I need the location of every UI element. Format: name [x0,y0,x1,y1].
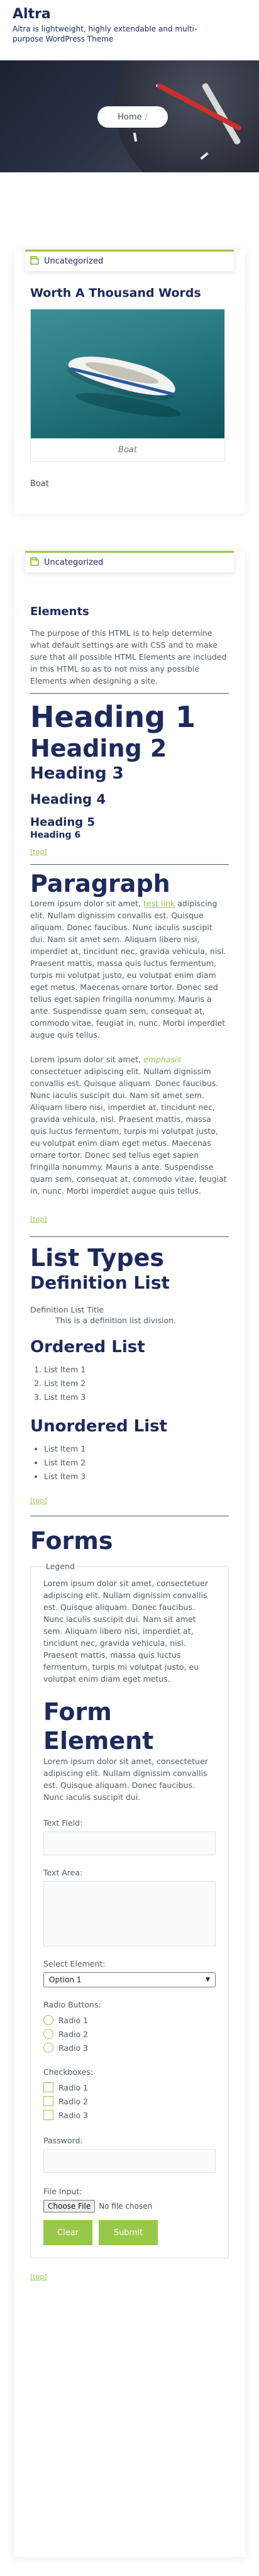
checkbox[interactable] [43,2110,53,2120]
checkbox[interactable] [43,2082,53,2092]
ordered-list-heading: Ordered List [30,1338,145,1357]
post-excerpt: Boat [30,479,49,489]
radio-label: Radio 3 [58,2043,89,2053]
list-item: 1. List Item 1 [44,1363,229,1377]
post-card-worth-a-thousand-words [14,250,245,514]
checkbox-label: Radio 3 [58,2110,89,2120]
radio-option[interactable] [43,2027,216,2041]
top-link[interactable]: [top] [30,2273,47,2281]
submit-button[interactable]: Submit [99,2220,158,2245]
list-item: • List Item 1 [44,1442,229,1456]
form-element-heading: Form Element [43,1698,154,1755]
radio-label: Radio 1 [58,2015,89,2025]
paragraph-1-text-end: adipiscing elit. Nullam dignissim convallis est. Quisque aliquam. Donec faucibus. Nunc iaculis suscipit dui. Nam sit amet sem. Aliquam libero nisi, imperdiet at, tincidunt nec, gravida vehicula, nisl. Praesent mattis, massa quis luctus fermentum, turpis mi volutpat justo, eu volutpat enim diam eget metus. Maecenas ornare tortor. Donec sed tellus eget sapien fringilla nonummy. Mauris a ante. Suspendisse quam sem, consequat at, commodo vitae, feugiat in, nunc. Morbi imperdiet augue quis tellus. [30,899,226,1040]
paragraph-heading: Paragraph [30,870,170,897]
definition-list-heading: Definition List [30,1272,170,1293]
figure-caption: Boat [118,445,137,455]
select-element[interactable] [43,1972,216,1987]
heading-4: Heading 4 [30,792,106,807]
list-types-heading: List Types [30,1244,165,1272]
list-item: 2. List Item 2 [44,1377,229,1391]
form-actions [43,2220,216,2245]
list-item: • List Item 3 [44,1470,229,1484]
list-item: 3. List Item 3 [44,1391,229,1404]
checkbox-option[interactable] [43,2094,216,2108]
breadcrumb-home-link[interactable]: Home [118,112,142,122]
checkbox[interactable] [43,2096,53,2106]
paragraph-2-text-start: Lorem ipsum dolor sit amet, [30,1055,144,1064]
text-field-label: Text Field: [43,1818,83,1828]
checkbox-label: Radio 2 [58,2096,89,2106]
list-item: • List Item 2 [44,1456,229,1470]
file-status: No file chosen [99,2202,153,2211]
select-label: Select Element: [43,1959,106,1968]
forms-heading: Forms [30,1527,113,1555]
site-title[interactable]: Altra [13,6,51,22]
site-description: Altra is lightweight, highly extendable and multi-purpose WordPress Theme [13,25,197,43]
test-link[interactable]: test link [143,899,175,908]
heading-6: Heading 6 [30,830,81,840]
password-label: Password: [43,2136,83,2145]
unordered-list-heading: Unordered List [30,1417,168,1436]
post-title[interactable]: Worth A Thousand Words [30,286,201,300]
site-header [0,0,259,60]
divider [30,693,229,694]
divider [30,864,229,865]
folder-icon [30,559,39,566]
intro-paragraph: The purpose of this HTML is to help determine what default settings are with CSS and to make sure that all possible HTML Elements are included in this HTML so as to not miss any possible Elements when designing a site. [30,628,227,686]
password-input[interactable] [43,2149,216,2173]
checkbox-option[interactable] [43,2108,216,2122]
radio-label: Radio 2 [58,2029,89,2039]
headings-section [30,700,229,857]
breadcrumb-separator: / [145,112,148,122]
breadcrumb [97,106,168,128]
file-input[interactable] [43,2200,216,2212]
text-area-input[interactable] [43,1881,216,1946]
category-tag[interactable] [25,551,234,572]
boat-image[interactable] [31,309,224,438]
form-fieldset [30,1562,229,2258]
radio-button[interactable] [43,2043,53,2053]
emphasis-text: emphasis [143,1055,182,1064]
post-title[interactable]: Elements [30,605,89,618]
form-element-paragraph: Lorem ipsum dolor sit amet, consectetuer adipiscing elit. Nullam dignissim convallis est. Quisque aliquam. Donec faucibus. Nunc iaculis suscipit dui. [43,1757,208,1802]
ordered-list [30,1363,229,1404]
heading-3: Heading 3 [30,764,124,783]
choose-file-button[interactable]: Choose File [43,2200,95,2212]
heading-1: Heading 1 [30,700,196,734]
hero-banner [0,60,259,172]
checkbox-option[interactable] [43,2080,216,2094]
definition-term: Definition List Title [30,1305,104,1314]
text-field-input[interactable] [43,1831,216,1855]
paragraph-2 [30,1053,229,1197]
file-input-label: File Input: [43,2187,82,2196]
heading-2: Heading 2 [30,735,167,762]
forms-section [30,1526,229,2282]
radio-option[interactable] [43,2041,216,2055]
definition-description: This is a definition list division. [55,1316,177,1325]
text-area-label: Text Area: [43,1868,83,1877]
definition-list [30,1305,229,1325]
radio-option[interactable] [43,2013,216,2027]
legend-paragraph: Lorem ipsum dolor sit amet, consectetuer adipiscing elit. Nullam dignissim convallis est. Quisque aliquam. Donec faucibus. Nunc iaculis suscipit dui. Nam sit amet sem. Aliquam libero nisi, imperdiet at, tincidunt nec, gravida vehicula, nisl. Praesent mattis, massa quis luctus fermentum, turpis mi volutpat justo, eu volutpat enim diam eget metus. [43,1579,208,1684]
checkbox-label: Radio 1 [58,2082,89,2092]
paragraph-section [30,870,229,1224]
heading-5: Heading 5 [30,816,95,829]
paragraph-1-text-start: Lorem ipsum dolor sit amet, [30,899,144,908]
radio-button[interactable] [43,2029,53,2039]
top-link[interactable]: [top] [30,1215,47,1223]
top-link[interactable]: [top] [30,1497,47,1505]
category-label: Uncategorized [44,257,104,266]
category-label: Uncategorized [44,558,104,567]
category-tag[interactable] [25,250,234,271]
post-card-elements [14,551,245,2557]
folder-icon [30,258,39,265]
radio-button[interactable] [43,2015,53,2025]
chevron-down-icon: ▼ [206,1977,210,1983]
checkboxes-label: Checkboxes: [43,2067,94,2077]
select-value: Option 1 [49,1975,82,1984]
top-link[interactable]: [top] [30,848,47,856]
paragraph-2-text-end: consectetuer adipiscing elit. Nullam dignissim convallis est. Quisque aliquam. Donec faucibus. Nunc iaculis suscipit dui. Nam sit amet sem. Aliquam libero nisi, imperdiet at, tincidunt nec, gravida vehicula, nisl. Praesent mattis, massa quis luctus fermentum, turpis mi volutpat justo, eu volutpat enim diam eget metus. Maecenas ornare tortor. Donec sed tellus eget sapien fringilla nonummy. Mauris a ante. Suspendisse quam sem, consequat at, commodo vitae, feugiat in, nunc. Morbi imperdiet augue quis tellus. [30,1067,227,1196]
clear-button[interactable]: Clear [43,2220,92,2245]
paragraph-1 [30,897,229,1041]
list-types-section [30,1243,229,1506]
post-figure [30,309,225,462]
radio-buttons-label: Radio Buttons: [43,2000,101,2009]
divider [30,1236,229,1237]
fieldset-legend: Legend [46,1562,75,1571]
unordered-list [30,1442,229,1484]
